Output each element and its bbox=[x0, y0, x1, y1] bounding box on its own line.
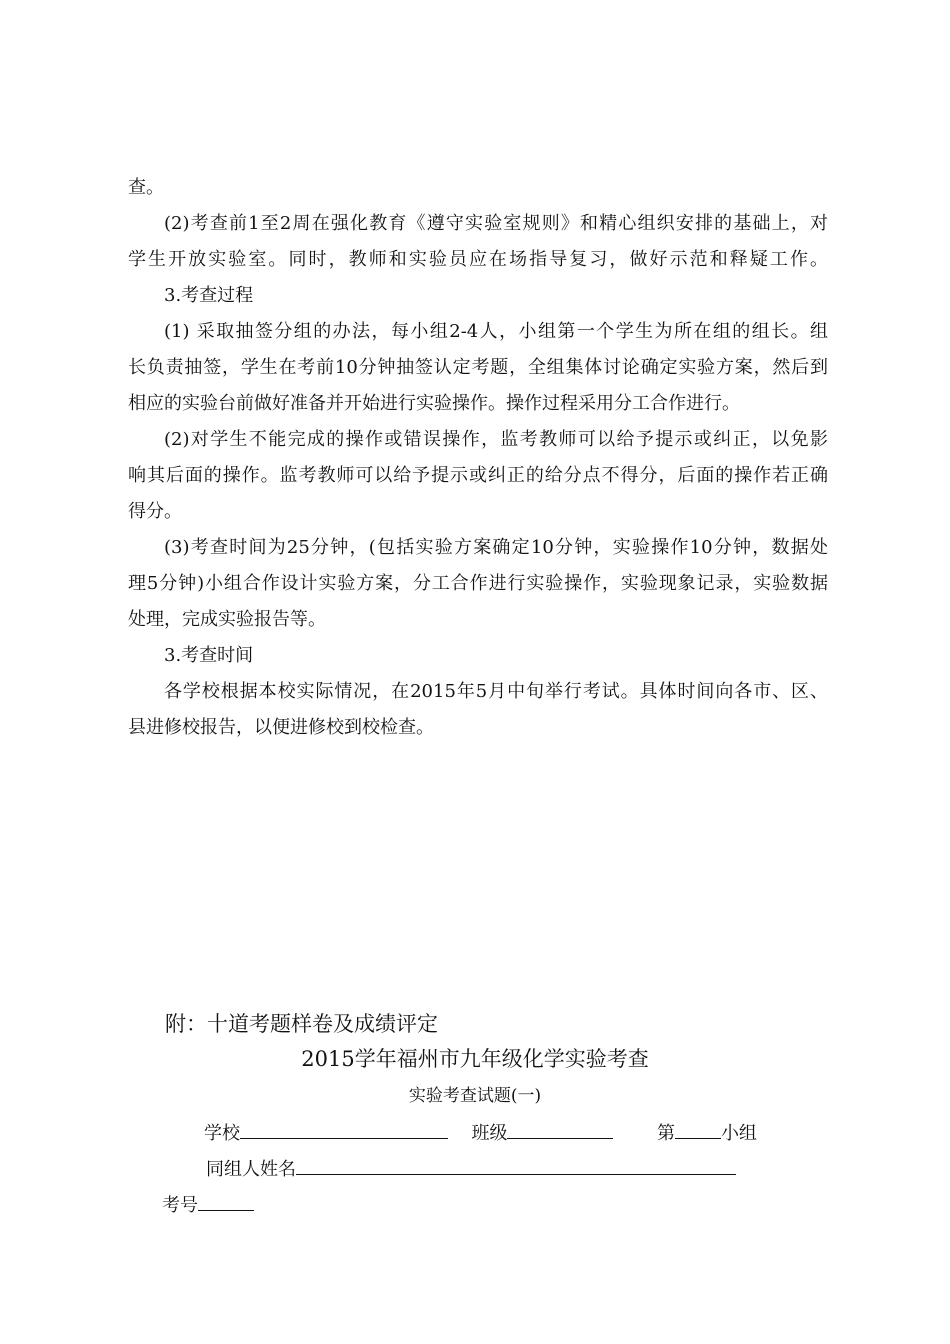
paragraph-line: 理5分钟)小组合作设计实验方案，分工合作进行实验操作，实验现象记录，实验数据 bbox=[128, 573, 828, 594]
paragraph-line: 相应的实验台前做好准备并开始进行实验操作。操作过程采用分工合作进行。 bbox=[128, 393, 740, 414]
exam-subtitle: 实验考查试题(一) bbox=[408, 1086, 542, 1106]
group-number-field[interactable] bbox=[675, 1120, 721, 1139]
paragraph-line: 得分。 bbox=[128, 501, 182, 522]
paragraph-line: (2)对学生不能完成的操作或错误操作，监考教师可以给予提示或纠正，以免影 bbox=[164, 429, 828, 450]
school-field[interactable] bbox=[240, 1120, 448, 1139]
exam-number-field[interactable] bbox=[198, 1192, 254, 1211]
exam-number-label: 考号 bbox=[162, 1195, 198, 1216]
appendix-heading: 附：十道考题样卷及成绩评定 bbox=[165, 1012, 438, 1036]
paragraph-line: 处理，完成实验报告等。 bbox=[128, 609, 326, 630]
members-label: 同组人姓名 bbox=[206, 1159, 296, 1180]
paragraph-line: 学生开放实验室。同时，教师和实验员应在场指导复习，做好示范和释疑工作。 bbox=[128, 249, 828, 270]
paragraph-line: (2)考查前1至2周在强化教育《遵守实验室规则》和精心组织安排的基础上，对 bbox=[164, 213, 828, 234]
class-label: 班级 bbox=[471, 1123, 508, 1144]
section-heading: 3.考查时间 bbox=[164, 645, 254, 666]
form-row-school bbox=[204, 1120, 757, 1146]
paragraph-line: 长负责抽签，学生在考前10分钟抽签认定考题，全组集体讨论确定实验方案，然后到 bbox=[128, 357, 828, 378]
exam-title: 2015学年福州市九年级化学实验考查 bbox=[301, 1047, 649, 1071]
group-prefix: 第 bbox=[656, 1123, 675, 1144]
paragraph-line: 查。 bbox=[128, 177, 164, 198]
paragraph-line: (3)考查时间为25分钟，(包括实验方案确定10分钟，实验操作10分钟，数据处 bbox=[164, 537, 828, 558]
form-row-exam-number bbox=[162, 1192, 254, 1218]
form-row-members bbox=[206, 1156, 736, 1182]
paragraph-line: 县进修校报告，以便进修校到校检查。 bbox=[128, 717, 434, 738]
paragraph-line: 响其后面的操作。监考教师可以给予提示或纠正的给分点不得分，后面的操作若正确 bbox=[128, 465, 828, 486]
members-field[interactable] bbox=[296, 1156, 736, 1175]
paragraph-line: (1) 采取抽签分组的办法，每小组2-4人，小组第一个学生为所在组的组长。组 bbox=[164, 321, 828, 342]
paragraph-line: 各学校根据本校实际情况，在2015年5月中旬举行考试。具体时间向各市、区、 bbox=[164, 681, 828, 702]
section-heading: 3.考查过程 bbox=[164, 285, 254, 306]
group-suffix: 小组 bbox=[720, 1123, 757, 1144]
class-field[interactable] bbox=[507, 1120, 613, 1139]
school-label: 学校 bbox=[204, 1123, 240, 1144]
